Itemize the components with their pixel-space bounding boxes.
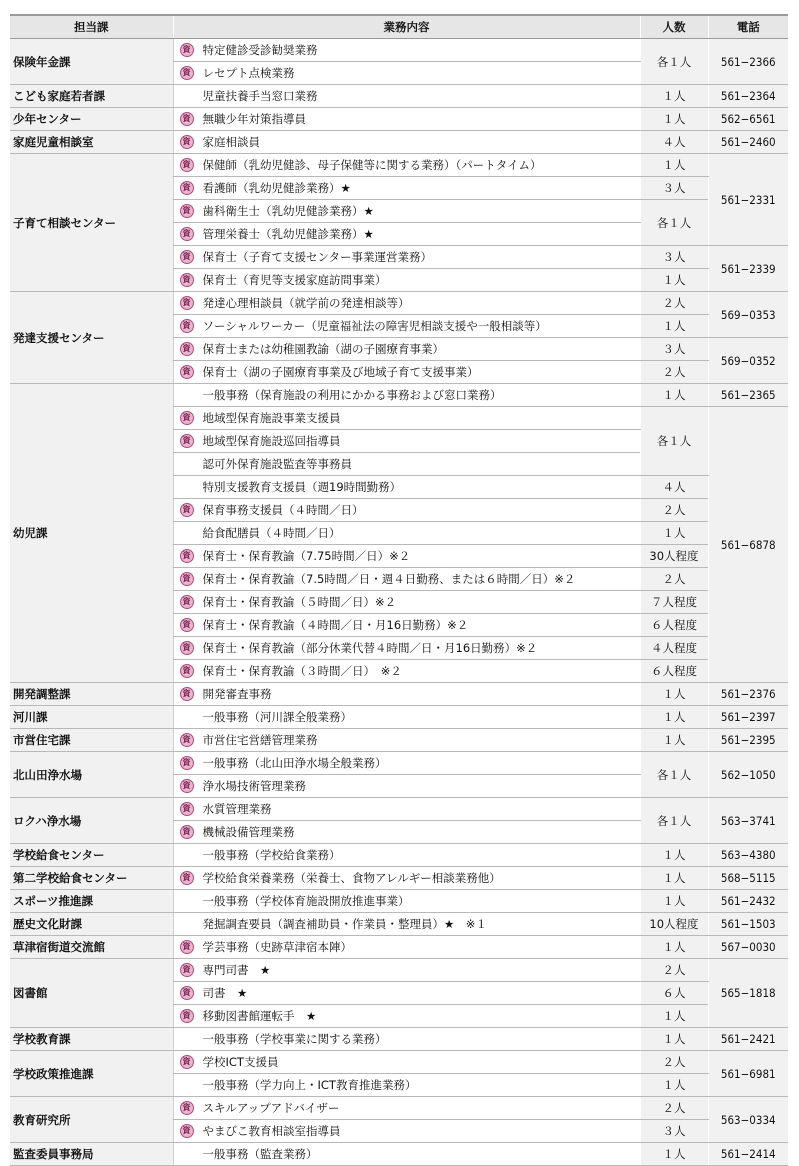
task-label: 機械設備管理業務 [202, 825, 295, 839]
task-label: 浄水場技術管理業務 [202, 779, 306, 793]
task-label: 一般事務（学校体育施設開放推進事業） [202, 894, 410, 908]
headcount-cell: 30人程度 [640, 545, 708, 568]
task-label: 学校ICT支援員 [202, 1055, 279, 1069]
qualification-mark-icon: 資 [180, 135, 194, 149]
table-row [10, 936, 788, 959]
task-label: 無職少年対策指導員 [202, 112, 306, 126]
task-label: 特定健診受診勧奨業務 [202, 43, 318, 57]
table-row [10, 706, 788, 729]
department-cell: 第二学校給食センター [10, 867, 173, 890]
task-label: 一般事務（学力向上・ICT教育推進業務） [202, 1078, 417, 1092]
headcount-cell: ７人程度 [640, 591, 708, 614]
task-cell [173, 1143, 640, 1166]
table-row [10, 752, 788, 775]
headcount-cell: 各１人 [640, 752, 708, 798]
table-row [10, 913, 788, 936]
department-cell: 図書館 [10, 959, 173, 1028]
task-label: 保育士（育児等支援家庭訪問事業） [202, 273, 387, 287]
table-row [10, 131, 788, 154]
task-label: スキルアップアドバイザー [202, 1101, 340, 1115]
headcount-cell: ４人 [640, 476, 708, 499]
task-cell [173, 821, 640, 844]
phone-cell: 561−2331 [708, 154, 788, 246]
table-row [10, 890, 788, 913]
phone-cell: 561−2365 [708, 384, 788, 407]
qualification-mark-icon: 資 [180, 871, 194, 885]
phone-cell: 561−2395 [708, 729, 788, 752]
mark-spacer [180, 526, 194, 540]
qualification-mark-icon: 資 [180, 342, 194, 356]
department-cell: スポーツ推進課 [10, 890, 173, 913]
mark-spacer [180, 848, 194, 862]
task-cell [173, 982, 640, 1005]
task-cell [173, 844, 640, 867]
phone-cell: 561−2366 [708, 39, 788, 85]
task-label: 地域型保育施設巡回指導員 [202, 434, 341, 448]
qualification-mark-icon: 資 [180, 963, 194, 977]
qualification-mark-icon: 資 [180, 158, 194, 172]
qualification-mark-icon: 資 [180, 250, 194, 264]
mark-spacer [180, 89, 194, 103]
headcount-cell: 各１人 [640, 39, 708, 85]
task-label: 家庭相談員 [202, 135, 260, 149]
headcount-cell: １人 [640, 154, 708, 177]
table-row [10, 154, 788, 177]
qualification-mark-icon: 資 [180, 503, 194, 517]
task-label: レセプト点検業務 [202, 66, 295, 80]
task-cell [173, 384, 640, 407]
qualification-mark-icon: 資 [180, 43, 194, 57]
headcount-cell: ４人程度 [640, 637, 708, 660]
qualification-mark-icon: 資 [180, 1055, 194, 1069]
table-row [10, 844, 788, 867]
task-label: 保育士・保育教諭（５時間／日）※２ [202, 595, 397, 609]
phone-cell: 561−1503 [708, 913, 788, 936]
qualification-mark-icon: 資 [180, 273, 194, 287]
phone-cell: 561−2432 [708, 890, 788, 913]
qualification-mark-icon: 資 [180, 595, 194, 609]
header-task: 業務内容 [173, 15, 640, 39]
task-cell [173, 568, 640, 591]
task-label: 開発審査事務 [202, 687, 272, 701]
phone-cell: 565−1818 [708, 959, 788, 1028]
headcount-cell: １人 [640, 936, 708, 959]
task-label: 特別支援教育支援員（週19時間勤務） [202, 480, 402, 494]
department-cell: 家庭児童相談室 [10, 131, 173, 154]
qualification-mark-icon: 資 [180, 549, 194, 563]
task-cell [173, 660, 640, 683]
qualification-mark-icon: 資 [180, 641, 194, 655]
task-label: 一般事務（学校事業に関する業務） [202, 1032, 387, 1046]
task-label: 市営住宅営繕管理業務 [202, 733, 318, 747]
qualification-mark-icon: 資 [180, 664, 194, 678]
qualification-mark-icon: 資 [180, 1101, 194, 1115]
task-label: 移動図書館運転手 ★ [202, 1009, 317, 1023]
task-cell [173, 959, 640, 982]
department-cell: 教育研究所 [10, 1097, 173, 1143]
task-cell [173, 775, 640, 798]
task-cell [173, 131, 640, 154]
phone-cell: 569−0352 [708, 338, 788, 384]
task-cell [173, 407, 640, 430]
table-header [10, 15, 788, 39]
mark-spacer [180, 710, 194, 724]
department-cell: 北山田浄水場 [10, 752, 173, 798]
task-cell [173, 85, 640, 108]
task-cell [173, 338, 640, 361]
headcount-cell: ２人 [640, 499, 708, 522]
qualification-mark-icon: 資 [180, 112, 194, 126]
task-label: 発達心理相談員（就学前の発達相談等） [202, 296, 410, 310]
task-cell [173, 1120, 640, 1143]
headcount-cell: ３人 [640, 177, 708, 200]
task-label: 保育士・保育教諭（４時間／日・月16日勤務）※２ [202, 618, 469, 632]
phone-cell: 569−0353 [708, 292, 788, 338]
phone-cell: 561−6981 [708, 1051, 788, 1097]
department-cell: 開発調整課 [10, 683, 173, 706]
department-cell: ロクハ浄水場 [10, 798, 173, 844]
task-label: 水質管理業務 [202, 802, 272, 816]
headcount-cell: ２人 [640, 959, 708, 982]
department-cell: 学校教育課 [10, 1028, 173, 1051]
phone-cell: 561−2376 [708, 683, 788, 706]
phone-cell: 562−1050 [708, 752, 788, 798]
job-listing-table [10, 14, 788, 1166]
task-label: 発掘調査要員（調査補助員・作業員・整理員）★ ※１ [202, 917, 487, 931]
headcount-cell: １人 [640, 384, 708, 407]
headcount-cell: １人 [640, 729, 708, 752]
task-cell [173, 867, 640, 890]
task-cell [173, 591, 640, 614]
task-label: 保育士・保育教諭（7.75時間／日）※２ [202, 549, 411, 563]
phone-cell: 561−2421 [708, 1028, 788, 1051]
headcount-cell: １人 [640, 706, 708, 729]
table-row [10, 798, 788, 821]
headcount-cell: １人 [640, 1074, 708, 1097]
headcount-cell: １人 [640, 1028, 708, 1051]
qualification-mark-icon: 資 [180, 687, 194, 701]
phone-cell: 561−2414 [708, 1143, 788, 1166]
task-cell [173, 614, 640, 637]
task-cell [173, 315, 640, 338]
qualification-mark-icon: 資 [180, 1124, 194, 1138]
task-label: 認可外保育施設監査等事務員 [202, 457, 352, 471]
headcount-cell: １人 [640, 1005, 708, 1028]
task-cell [173, 108, 640, 131]
phone-cell: 561−2339 [708, 246, 788, 292]
mark-spacer [180, 1032, 194, 1046]
department-cell: 学校給食センター [10, 844, 173, 867]
table-row [10, 867, 788, 890]
task-cell [173, 913, 640, 936]
department-cell: 子育て相談センター [10, 154, 173, 292]
headcount-cell: 各１人 [640, 200, 708, 246]
phone-cell: 563−3741 [708, 798, 788, 844]
table-row [10, 959, 788, 982]
table-row [10, 292, 788, 315]
phone-cell: 568−5115 [708, 867, 788, 890]
headcount-cell: 各１人 [640, 407, 708, 476]
task-label: 保育士または幼稚園教諭（湖の子園療育事業） [202, 342, 444, 356]
task-label: 保育事務支援員（４時間／日） [202, 503, 364, 517]
header-dept: 担当課 [10, 15, 173, 39]
task-cell [173, 177, 640, 200]
mark-spacer [180, 894, 194, 908]
headcount-cell: １人 [640, 85, 708, 108]
task-cell [173, 936, 640, 959]
table-row [10, 1051, 788, 1074]
phone-cell: 567−0030 [708, 936, 788, 959]
qualification-mark-icon: 資 [180, 434, 194, 448]
task-cell [173, 223, 640, 246]
department-cell: 草津宿街道交流館 [10, 936, 173, 959]
headcount-cell: ３人 [640, 246, 708, 269]
phone-cell: 563−0334 [708, 1097, 788, 1143]
task-label: 一般事務（保育施設の利用にかかる事務および窓口業務） [202, 388, 502, 402]
task-cell [173, 637, 640, 660]
headcount-cell: ２人 [640, 361, 708, 384]
mark-spacer [180, 917, 194, 931]
qualification-mark-icon: 資 [180, 733, 194, 747]
task-label: 学芸事務（史跡草津宿本陣） [202, 940, 352, 954]
table-row [10, 108, 788, 131]
task-cell [173, 683, 640, 706]
task-label: 司書 ★ [202, 986, 248, 1000]
task-cell [173, 752, 640, 775]
headcount-cell: ２人 [640, 1051, 708, 1074]
qualification-mark-icon: 資 [180, 986, 194, 1000]
qualification-mark-icon: 資 [180, 204, 194, 218]
table-row [10, 1028, 788, 1051]
department-cell: 市営住宅課 [10, 729, 173, 752]
table-row [10, 39, 788, 62]
task-cell [173, 200, 640, 223]
phone-cell: 561−2460 [708, 131, 788, 154]
task-cell [173, 729, 640, 752]
headcount-cell: ６人程度 [640, 660, 708, 683]
task-cell [173, 361, 640, 384]
headcount-cell: １人 [640, 867, 708, 890]
task-label: 保育士・保育教諭（部分休業代替４時間／日・月16日勤務）※２ [202, 641, 538, 655]
department-cell: 監査委員事務局 [10, 1143, 173, 1166]
department-cell: 幼児課 [10, 384, 173, 683]
department-cell: 歴史文化財課 [10, 913, 173, 936]
task-cell [173, 39, 640, 62]
task-cell [173, 545, 640, 568]
headcount-cell: ４人 [640, 131, 708, 154]
table-row [10, 1143, 788, 1166]
headcount-cell: １人 [640, 1143, 708, 1166]
task-label: 専門司書 ★ [202, 963, 271, 977]
qualification-mark-icon: 資 [180, 618, 194, 632]
headcount-cell: ３人 [640, 1120, 708, 1143]
task-label: 管理栄養士（乳幼児健診業務）★ [202, 227, 374, 241]
task-label: 児童扶養手当窓口業務 [202, 89, 318, 103]
task-label: 一般事務（学校給食業務） [202, 848, 341, 862]
header-phone: 電話 [708, 15, 788, 39]
qualification-mark-icon: 資 [180, 825, 194, 839]
headcount-cell: ６人 [640, 982, 708, 1005]
qualification-mark-icon: 資 [180, 779, 194, 793]
task-label: 歯科衛生士（乳幼児健診業務）★ [202, 204, 374, 218]
headcount-cell: １人 [640, 269, 708, 292]
task-cell [173, 430, 640, 453]
mark-spacer [180, 1078, 194, 1092]
task-label: 地域型保育施設事業支援員 [202, 411, 341, 425]
headcount-cell: 各１人 [640, 798, 708, 844]
task-cell [173, 1005, 640, 1028]
task-cell [173, 890, 640, 913]
phone-cell: 561−6878 [708, 407, 788, 683]
phone-cell: 563−4380 [708, 844, 788, 867]
table-body [10, 39, 788, 1166]
task-label: ソーシャルワーカー（児童福祉法の障害児相談支援や一般相談等） [202, 319, 547, 333]
task-cell [173, 706, 640, 729]
task-label: 保育士（湖の子園療育事業及び地域子育て支援事業） [202, 365, 479, 379]
qualification-mark-icon: 資 [180, 296, 194, 310]
task-cell [173, 292, 640, 315]
qualification-mark-icon: 資 [180, 66, 194, 80]
table-row [10, 85, 788, 108]
phone-cell: 561−2397 [708, 706, 788, 729]
department-cell: 保険年金課 [10, 39, 173, 85]
qualification-mark-icon: 資 [180, 802, 194, 816]
headcount-cell: １人 [640, 522, 708, 545]
task-cell [173, 62, 640, 85]
header-count: 人数 [640, 15, 708, 39]
headcount-cell: 10人程度 [640, 913, 708, 936]
qualification-mark-icon: 資 [180, 1009, 194, 1023]
mark-spacer [180, 457, 194, 471]
table-row [10, 683, 788, 706]
headcount-cell: １人 [640, 683, 708, 706]
mark-spacer [180, 480, 194, 494]
qualification-mark-icon: 資 [180, 365, 194, 379]
task-cell [173, 798, 640, 821]
task-label: 保健師（乳幼児健診、母子保健等に関する業務）（パートタイム） [202, 158, 542, 172]
headcount-cell: ２人 [640, 1097, 708, 1120]
qualification-mark-icon: 資 [180, 181, 194, 195]
department-cell: 河川課 [10, 706, 173, 729]
headcount-cell: ２人 [640, 568, 708, 591]
qualification-mark-icon: 資 [180, 756, 194, 770]
task-cell [173, 522, 640, 545]
task-cell [173, 1097, 640, 1120]
qualification-mark-icon: 資 [180, 940, 194, 954]
department-cell: 発達支援センター [10, 292, 173, 384]
task-cell [173, 269, 640, 292]
task-label: 保育士・保育教諭（7.5時間／日・週４日勤務、または６時間／日）※２ [202, 572, 576, 586]
headcount-cell: １人 [640, 108, 708, 131]
headcount-cell: ３人 [640, 338, 708, 361]
table-row [10, 1097, 788, 1120]
table-row [10, 729, 788, 752]
task-label: 一般事務（北山田浄水場全般業務） [202, 756, 387, 770]
task-cell [173, 1074, 640, 1097]
qualification-mark-icon: 資 [180, 411, 194, 425]
task-label: 保育士（子育て支援センター事業運営業務） [202, 250, 433, 264]
task-cell [173, 453, 640, 476]
headcount-cell: ６人程度 [640, 614, 708, 637]
table-row [10, 384, 788, 407]
task-label: 給食配膳員（４時間／日） [202, 526, 341, 540]
headcount-cell: ２人 [640, 292, 708, 315]
phone-cell: 561−2364 [708, 85, 788, 108]
mark-spacer [180, 388, 194, 402]
task-label: 保育士・保育教諭（３時間／日） ※２ [202, 664, 402, 678]
headcount-cell: １人 [640, 315, 708, 338]
qualification-mark-icon: 資 [180, 227, 194, 241]
department-cell: 学校政策推進課 [10, 1051, 173, 1097]
task-cell [173, 1051, 640, 1074]
task-cell [173, 154, 640, 177]
header-row [10, 15, 788, 39]
phone-cell: 562−6561 [708, 108, 788, 131]
headcount-cell: １人 [640, 844, 708, 867]
task-label: 一般事務（監査業務） [202, 1147, 318, 1161]
task-label: やまびこ教育相談室指導員 [202, 1124, 341, 1138]
task-cell [173, 1028, 640, 1051]
department-cell: こども家庭若者課 [10, 85, 173, 108]
mark-spacer [180, 1147, 194, 1161]
task-cell [173, 246, 640, 269]
department-cell: 少年センター [10, 108, 173, 131]
qualification-mark-icon: 資 [180, 319, 194, 333]
qualification-mark-icon: 資 [180, 572, 194, 586]
task-cell [173, 476, 640, 499]
headcount-cell: １人 [640, 890, 708, 913]
task-label: 看護師（乳幼児健診業務）★ [202, 181, 351, 195]
task-label: 学校給食栄養業務（栄養士、食物アレルギー相談業務他） [202, 871, 501, 885]
task-cell [173, 499, 640, 522]
task-label: 一般事務（河川課全般業務） [202, 710, 352, 724]
